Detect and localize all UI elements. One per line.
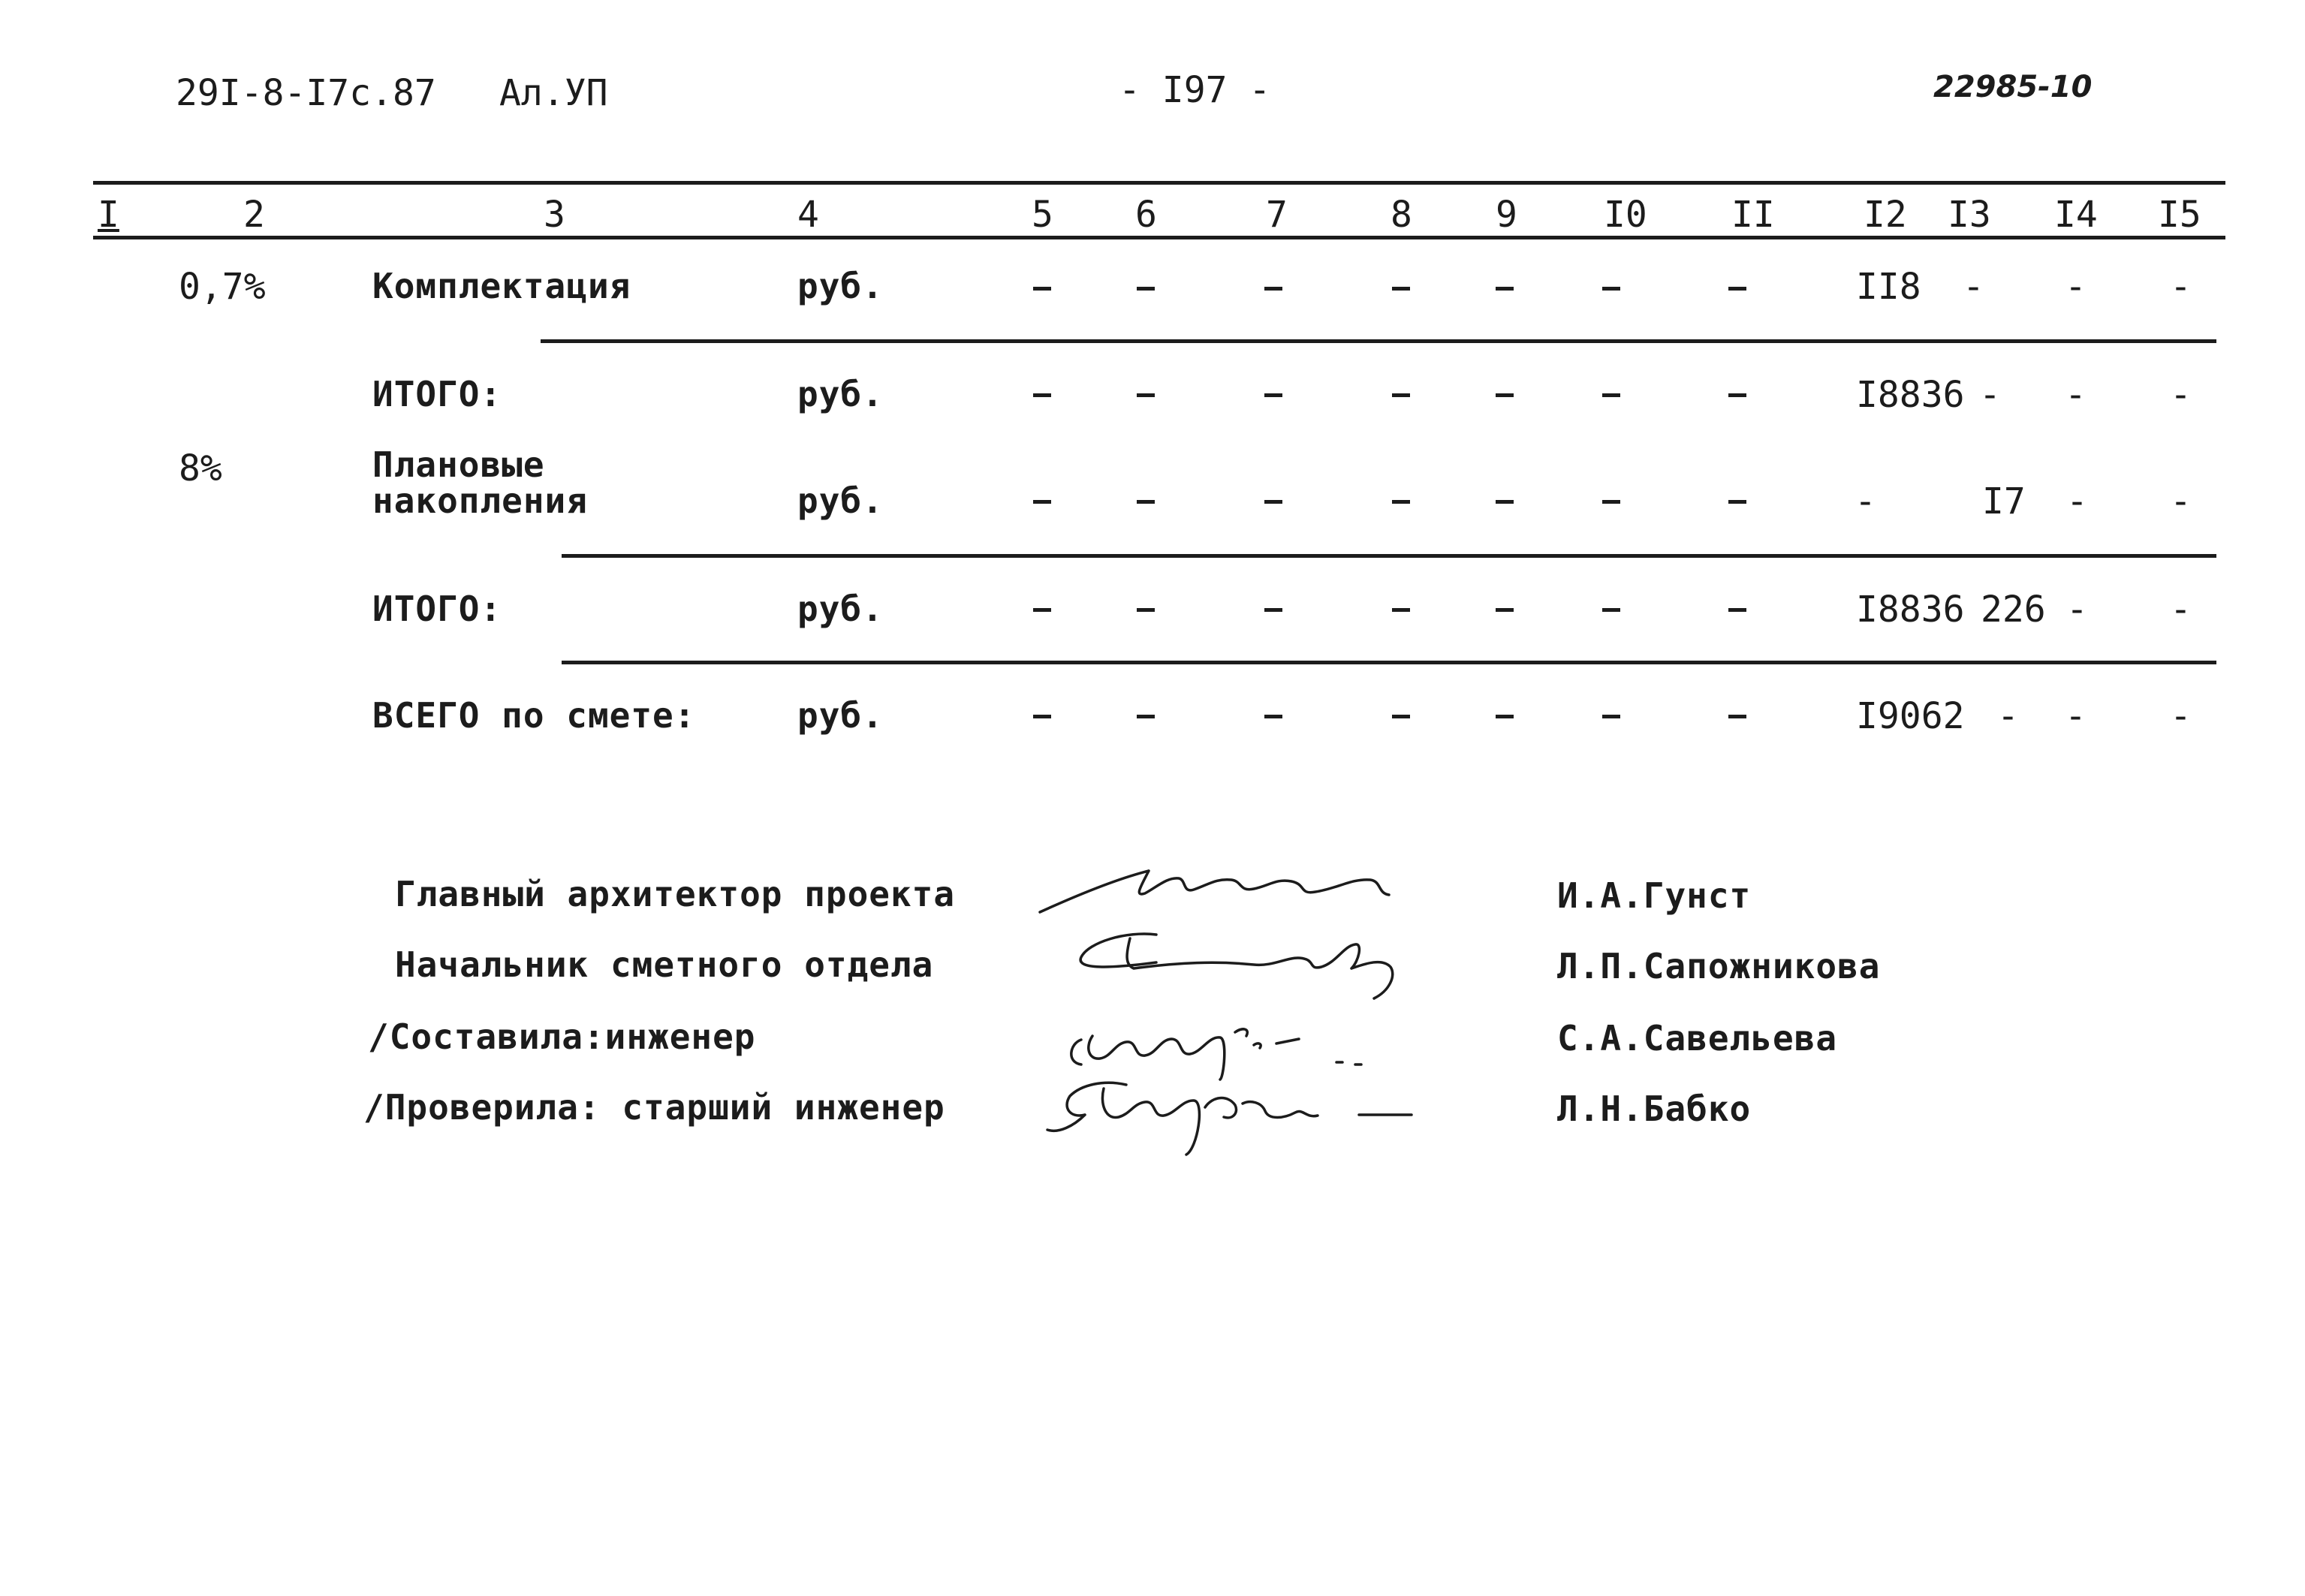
- dash-col-10: [1602, 608, 1620, 612]
- column-number: I2: [1864, 194, 1907, 236]
- cell-col-15: -: [2170, 374, 2192, 416]
- signature-babko: [1036, 1066, 1442, 1164]
- dash-col-9: [1496, 608, 1514, 612]
- subtotal-rule: [541, 339, 2216, 343]
- dash-col-8: [1392, 500, 1410, 504]
- signature-gunst: [1036, 856, 1412, 923]
- row-unit: руб.: [797, 695, 884, 736]
- cell-col-13: -: [1997, 695, 2019, 737]
- dash-col-7: [1264, 393, 1282, 397]
- dash-col-10: [1602, 715, 1620, 718]
- cell-col-13: -: [1963, 266, 1984, 308]
- row-name: ИТОГО:: [372, 374, 502, 414]
- signatory-name: Л.П.Сапожникова: [1557, 946, 1881, 986]
- dash-col-6: [1137, 715, 1155, 718]
- column-number: 2: [243, 194, 265, 236]
- cell-col-14: -: [2065, 374, 2087, 416]
- dash-col-11: [1728, 608, 1746, 612]
- cell-col-13: -: [1979, 374, 2001, 416]
- dash-col-8: [1392, 608, 1410, 612]
- row-name: ИТОГО:: [372, 589, 502, 629]
- subtotal-rule: [562, 554, 2216, 558]
- cell-col-14: -: [2065, 695, 2087, 737]
- cell-col-15: -: [2170, 589, 2192, 631]
- dash-col-8: [1392, 287, 1410, 291]
- dash-col-10: [1602, 287, 1620, 291]
- dash-col-7: [1264, 608, 1282, 612]
- cell-col-13: 226: [1981, 589, 2046, 631]
- dash-col-6: [1137, 608, 1155, 612]
- row-name: Комплектация: [372, 266, 631, 306]
- cell-col-13: I7: [1982, 480, 2026, 522]
- signatory-name: С.А.Савельева: [1557, 1018, 1838, 1058]
- column-number: I0: [1604, 194, 1647, 236]
- cell-col-12: I8836: [1856, 589, 1965, 631]
- signature-sapozhnikova: [1066, 923, 1427, 1006]
- row-unit: руб.: [797, 480, 884, 521]
- column-number: 8: [1391, 194, 1412, 236]
- signature-role: Начальник сметного отдела: [395, 944, 934, 985]
- dash-col-7: [1264, 715, 1282, 718]
- column-number: 9: [1496, 194, 1517, 236]
- dash-col-5: [1033, 715, 1051, 718]
- dash-col-6: [1137, 393, 1155, 397]
- dash-col-6: [1137, 500, 1155, 504]
- column-number: 5: [1032, 194, 1053, 236]
- dash-col-11: [1728, 715, 1746, 718]
- dash-col-8: [1392, 393, 1410, 397]
- cell-col-12: -: [1855, 480, 1876, 522]
- column-number: I5: [2158, 194, 2201, 236]
- dash-col-7: [1264, 500, 1282, 504]
- column-number: 3: [544, 194, 565, 236]
- dash-col-11: [1728, 393, 1746, 397]
- dash-col-10: [1602, 393, 1620, 397]
- album-label: Ал.УП: [499, 72, 608, 114]
- dash-col-9: [1496, 715, 1514, 718]
- table-top-rule: [93, 181, 2225, 185]
- document-code: 29I-8-I7c.87: [176, 72, 436, 114]
- column-number: 7: [1266, 194, 1288, 236]
- dash-col-5: [1033, 608, 1051, 612]
- column-number: II: [1731, 194, 1775, 236]
- cell-col-12: I9062: [1856, 695, 1965, 737]
- row-name: ВСЕГО по смете:: [372, 695, 696, 736]
- cell-col-15: -: [2170, 695, 2192, 737]
- column-number: 6: [1135, 194, 1157, 236]
- cell-col-14: -: [2066, 480, 2088, 522]
- dash-col-8: [1392, 715, 1410, 718]
- cell-col-15: -: [2170, 480, 2192, 522]
- cell-col-14: -: [2066, 589, 2088, 631]
- column-number: I4: [2054, 194, 2098, 236]
- dash-col-9: [1496, 287, 1514, 291]
- row-unit: руб.: [797, 266, 884, 306]
- dash-col-6: [1137, 287, 1155, 291]
- row-rate: 0,7%: [179, 266, 266, 308]
- signatory-name: И.А.Гунст: [1557, 875, 1752, 916]
- signature-role: /Составила:инженер: [368, 1016, 756, 1057]
- dash-col-9: [1496, 393, 1514, 397]
- row-rate: 8%: [179, 447, 222, 489]
- row-unit: руб.: [797, 589, 884, 629]
- column-number: I3: [1948, 194, 1991, 236]
- dash-col-5: [1033, 500, 1051, 504]
- row-name-line-1: Плановые: [372, 444, 545, 485]
- archive-number: 22985-10: [1933, 70, 2093, 104]
- dash-col-5: [1033, 393, 1051, 397]
- cell-col-14: -: [2065, 266, 2087, 308]
- cell-col-12: II8: [1856, 266, 1921, 308]
- dash-col-11: [1728, 500, 1746, 504]
- row-name-line-2: накопления: [372, 480, 588, 521]
- signatory-name: Л.Н.Бабко: [1557, 1089, 1752, 1129]
- page-number: - I97 -: [1119, 69, 1271, 111]
- row-unit: руб.: [797, 374, 884, 414]
- column-number: 4: [797, 194, 819, 236]
- column-number: I: [98, 194, 119, 236]
- signature-role: /Проверила: старший инженер: [363, 1087, 945, 1128]
- dash-col-10: [1602, 500, 1620, 504]
- dash-col-9: [1496, 500, 1514, 504]
- header-bottom-rule: [93, 236, 2225, 239]
- dash-col-5: [1033, 287, 1051, 291]
- cell-col-15: -: [2170, 266, 2192, 308]
- cell-col-12: I8836: [1856, 374, 1965, 416]
- dash-col-11: [1728, 287, 1746, 291]
- dash-col-7: [1264, 287, 1282, 291]
- signature-role: Главный архитектор проекта: [395, 874, 956, 914]
- subtotal-rule: [562, 661, 2216, 664]
